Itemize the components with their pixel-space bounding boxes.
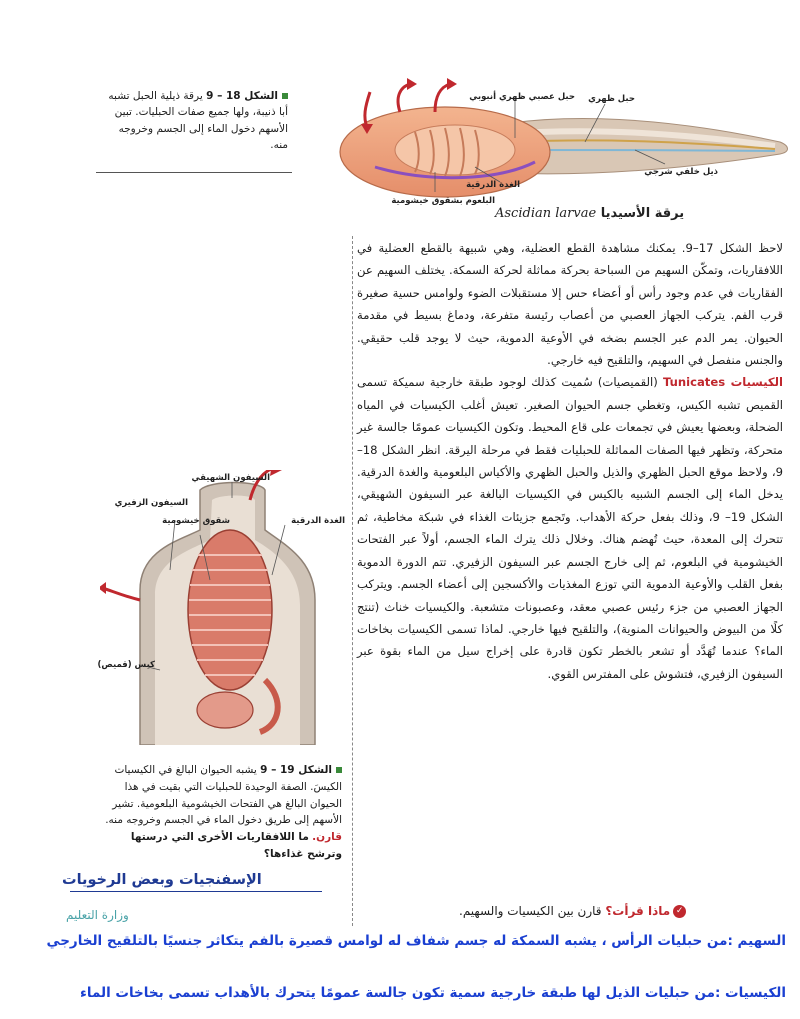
label-pharynx: البلعوم بشقوق خيشومية bbox=[391, 196, 495, 206]
caption-divider bbox=[96, 172, 292, 173]
reading-check bbox=[459, 904, 686, 918]
ministry-logo-text: وزارة التعليم bbox=[66, 908, 129, 922]
figure-19-caption bbox=[100, 762, 342, 863]
compare-label: قارن. bbox=[312, 831, 342, 844]
label-exhalant-siphon: السيفون الزفيري bbox=[114, 498, 188, 508]
label-thyroid: الغدة الدرقية bbox=[466, 180, 520, 190]
reading-check-label: ماذا قرأت؟ bbox=[605, 904, 671, 918]
term-tunicates: الكيسيات Tunicates bbox=[662, 375, 783, 390]
label-inhalant-siphon: السيفون الشهيقي bbox=[191, 473, 270, 483]
larva-figure-title bbox=[495, 206, 684, 221]
paragraph-lancelet: لاحظ الشكل 17–9. يمكنك مشاهدة القطع العضلية، وهي شبيهة بالقطع العضلية في اللافقاريات، وتمكّن السهيم من السباحة بحركة مماثلة لحركة السمكة. يختلف السهيم عن الفقاريات في عدم وجود رأس أو أعضاء حس إلا مستقبلات الضوء ولوامس حسية صغيرة قرب الفم. يتركب الجهاز العصبي من أعصاب رئيسة متفرعة، ودماغ بسيط في مقدمة الحيوان. يمر الدم عبر الجسم بضخه في الأوعية الدموية، حيث لا يوجد قلب حقيقي. والجنس منفصل في السهيم، والتلقيح فيه خارجي. bbox=[357, 241, 784, 368]
paragraph-tunicates bbox=[357, 371, 783, 685]
label-thyroid-gland: الغدة الدرقية bbox=[291, 516, 345, 526]
label-nerve-cord: حبل عصبي ظهري أنبوبي bbox=[469, 92, 575, 102]
compare-question: ما اللافقاريات الأخرى التي درستها وترشح غذاءها؟ bbox=[130, 831, 342, 860]
figure-18-number: الشكل 18 – 9 bbox=[206, 90, 278, 102]
handwritten-note-tunicates: الكيسيات :من حبليات الذيل لها طبقة خارجية سمية تكون جالسة عمومًا يتحرك بالأهداب تسمى بخاخات الماء bbox=[79, 985, 786, 1001]
figure-19-number: الشكل 19 – 9 bbox=[260, 764, 332, 776]
larva-title-arabic: يرقة الأسيديا bbox=[600, 206, 685, 221]
larva-title-latin: Ascidian larvae bbox=[495, 206, 597, 221]
label-tunic: كيس (قميص) bbox=[97, 660, 155, 670]
chapter-title-underline bbox=[70, 891, 322, 892]
adult-tunicate-figure bbox=[97, 470, 350, 745]
main-text-column bbox=[357, 237, 783, 685]
label-gill-slits: شقوق خيشومية bbox=[162, 516, 230, 526]
tunicate-illustration bbox=[97, 470, 350, 745]
paragraph-tunicates-text: (القميصيات) سُميت كذلك لوجود طبقة خارجية سميكة تسمى القميص تشبه الكيس، وتغطي جسم الحيوان الصغير. تعيش أغلب الكيسيات في المياه الضحلة، وبعضها يعيش في تجمعات على قاع المحيط. وتكون الكيسيات عمومًا جالسة غير متحركة، وتظهر فيها الصفات المماثلة للحبليات فقط في مرحلة اليرقة. انظر الشكل 18–9، ولاحظ موقع الحبل الظهري والذيل والحبل الظهري والأكياس البلعومية والغدة الدرقية. يدخل الماء إلى الجسم الشبيه بالكيس في الكيسيات البالغة عبر السيفون الشهيقي، الشكل 19– 9، وذلك بفعل حركة الأهداب. وتَجمع جزيئات الغذاء في شبكة مخاطية، ثم تتحرك إلى المعدة، حيث تُهضم هناك. وخلال ذلك يترك الماء الجسم، أولاً عبر الفتحات الخيشومية في البلعوم، ثم إلى خارج الجسم عبر السيفون الزفيري. تتم الدورة الدموية بفعل القلب والأوعية الدموية التي توزع المغذيات والأكسجين إلى أعضاء الجسم. ويتركب الجهاز العصبي من جزء رئيس عصبي معقد، وعصبونات متشعبة. والكيسيات خناث (تنتج كلًا من البيوض والحيوانات المنوية)، والتلقيح فيها خارجي. لماذا تسمى الكيسيات بخاخات الماء؟ عندما تُهَدَّد أو تشعر بالخطر تكون قادرة على إخراج سيل من الماء بقوة عبر السيفون الزفيري، فتشوش على المفترس القوي. bbox=[357, 375, 783, 681]
figure-18-caption-text: يرقة ذيلية الحبل تشبه أبا ذنيبة، ولها جميع صفات الحبليات. تبين الأسهم دخول الماء إلى الجسم وخروجه منه. bbox=[108, 90, 288, 151]
figure-18-caption bbox=[98, 88, 288, 153]
reading-check-text: قارن بين الكيسيات والسهيم. bbox=[459, 904, 602, 918]
caption-bullet bbox=[282, 93, 288, 99]
label-tail: ذيل خلفي شرجي bbox=[644, 167, 718, 177]
handwritten-note-lancelet: السهيم :من حبليات الرأس ، يشبه السمكة له جسم شفاف له لوامس قصيرة بالفم يتكاثر جنسيًا بالتلقيح الخارجي bbox=[46, 933, 786, 949]
column-divider bbox=[352, 236, 353, 926]
caption-bullet bbox=[336, 767, 342, 773]
ascidian-larva-figure bbox=[335, 72, 790, 227]
check-icon: ✓ bbox=[673, 905, 686, 918]
figure-19-caption-text: يشبه الحيوان البالغ في الكيسيات الكيسَ. الصفة الوحيدة للحبليات التي بقيت في هذا الحيوان البالغ هي الفتحات الخيشومية البلعومية. تشير الأسهم إلى طريق دخول الماء في الجسم وخروجه منه. bbox=[105, 764, 342, 827]
chapter-title: الإسفنجيات وبعض الرخويات bbox=[62, 872, 262, 888]
label-notochord: حبل ظهري bbox=[588, 94, 635, 104]
